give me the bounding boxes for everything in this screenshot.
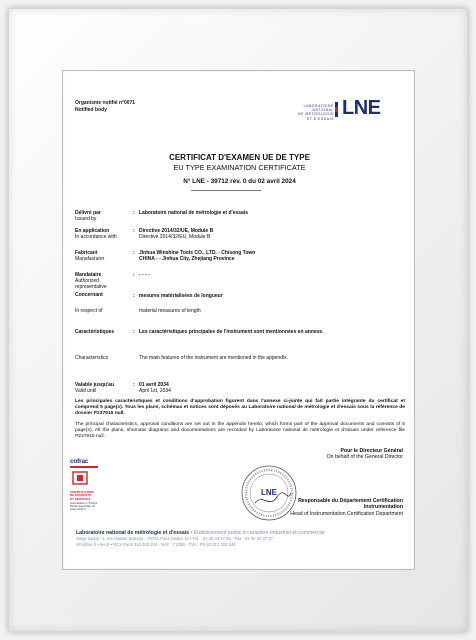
title-en: EU TYPE EXAMINATION CERTIFICATE — [173, 162, 306, 172]
field-value-characteristics-en: The main features of the instrument are mentioned in the appendix. — [139, 355, 288, 361]
field-label-representative: Mandataire Authorized representative — [75, 272, 107, 290]
cofrac-emblem-icon — [70, 470, 90, 486]
lne-tagline-line: DE MÉTROLOGIE — [297, 112, 334, 117]
footer-org-status: • Établissement public à caractère industriel et commercial — [189, 530, 325, 536]
title-divider — [191, 190, 261, 191]
lne-logo-bars-icon — [335, 102, 338, 118]
field-value-manufacturer: Jinhua Winshine Tools CO., LTD. - Chisong Town CHINA - - Jinhua City, Zhejiang Province — [139, 250, 256, 262]
organisme-label: Organisme notifié n°0071 — [75, 100, 136, 106]
field-value-characteristics-fr: Les caractéristiques principales de l'instrument sont mentionnées en annexe. — [139, 329, 324, 335]
field-value-concerning: mesures matérialisées de longueur — [139, 293, 223, 299]
footer-address: Siège social : 1, rue Gaston Boissier - 75724 Paris Cedex 15 • Tél. : 01 40 43 37 00 - Fax : 01 40 43 37 37 — [76, 536, 273, 542]
signature-for: Pour le Directeur Général On behalf of the General Director — [326, 448, 403, 461]
lne-tagline-line: ET D'ESSAIS — [306, 116, 334, 121]
title-fr: CERTIFICAT D'EXAMEN UE DE TYPE — [169, 153, 310, 162]
field-label-characteristics-en: Characteristics — [75, 355, 109, 361]
certificate-page: Organisme notifié n°0071 Notified body LABORATOIRE NATIONAL DE MÉTROLOGIE ET D'ESSAIS LNE CERTIFICAT D'EXAMEN UE DE TYPE EU TYPE EXAMINATION CERTIFICATE N° LNE - 39712 rév. 0 du 02 avril 2024 Délivré par Issued by : Laboratoire national de métrologie et d'essais En application In accordance with : Directive 2014/32/UE, Module B Directive 2014/32/EU, Module B Fabricant Manufacturer : Jinhua Winshine Tools CO., LTD. - Chisong Town CHINA - - Jinhua City, Zhejiang Province Mandataire Authorized representative : - - - - Concernant : mesures matérialisées de longueur In respect of material measures of length Caractéristiques : Les caractéristiques principales de l'instrument sont mentionnées en annexe. Characteristics The main features of the instrument are mentioned in the appendix. Valable jusqu'au Valid until : 01 avril 2034 April 1st, 2034 Les principales caractéristiques et conditions d'approbation figurent dans l'annexe ci-jointe qui fait partie intégrante du certificat et comprend 5 page(s). Tous les plans, schémas et notices sont déposés au Laboratoire national de métrologie et d'essais sous la référence de dossier P237915 null. The principal characteristics, approval conditions are set out in the appendix hereto, which forms part of the approval documents and consists of 5 page(s). All the plans, shematic diagrams and documentations are recorded by Laboratoire national de métrologie et d'essais under reference file P237915 null. Pour le Directeur Général On behalf of the General Director LNE Responsable du Département Certification Instrumentation Head of Instrumentation Certification Department cofrac CERTIFICATION DE PRODUITS ET SERVICES Accréditation n°5-0012 Portée disponible sur www.cofrac.fr Laboratoire national de métrologie et d'essais • Établissement public à caractère industriel et commercial Siège social : 1, rue Gaston Boissier - 75724 Paris Cedex 15 • Tél. : 01 40 43 37 00 - Fax : 01 40 43 37 37 info@lne.fr • lne.fr • RCS Paris 313 320 244 - NAF : 7120B - TVA : FR 92 313 320 244 — [62, 70, 415, 570]
stamp-label: LNE — [261, 488, 277, 497]
paragraph-fr: Les principales caractéristiques et conditions d'approbation figurent dans l'annexe ci-jointe qui fait partie intégrante du certificat et comprend 5 page(s). Tous les plans, schémas et notices sont déposés au Laboratoire national de métrologie et d'essais sous la référence de dossier P237915 null. — [75, 399, 405, 416]
lne-tagline-line: LABORATOIRE — [303, 104, 334, 108]
cofrac-logo: cofrac CERTIFICATION DE PRODUITS ET SERVICES Accréditation n°5-0012 Portée disponible sur www.cofrac.fr — [70, 458, 98, 512]
title-block — [63, 153, 415, 187]
lne-tagline — [288, 104, 334, 121]
footer-registration: info@lne.fr • lne.fr • RCS Paris 313 320 244 - NAF : 7120B - TVA : FR 92 313 320 244 — [76, 541, 236, 547]
lne-tagline-line: NATIONAL — [312, 108, 334, 113]
field-label-valid-until: Valable jusqu'au Valid until — [75, 382, 114, 394]
footer — [76, 530, 406, 547]
lne-logo: LNE — [342, 97, 381, 119]
field-label-directive: En application In accordance with — [75, 228, 117, 240]
notified-body-block — [75, 100, 135, 113]
field-label-in-respect-of: In respect of — [75, 308, 103, 314]
field-value-in-respect-of: material measures of length — [139, 308, 201, 314]
field-label-characteristics-fr: Caractéristiques — [75, 329, 115, 335]
field-label-issued: Délivré par Issued by — [75, 210, 101, 222]
notified-body-label: Notified body — [75, 106, 107, 113]
signature-title: Responsable du Département Certification Instrumentation Head of Instrumentation Certification Department — [290, 498, 403, 517]
paragraph-en: The principal characteristics, approval conditions are set out in the appendix hereto, which forms part of the approval documents and consists of 5 page(s). All the plans, shematic diagrams and documentations are recorded by Laboratoire national de métrologie et d'essais under reference file P237915 null. — [75, 422, 405, 439]
field-value-valid-until: 01 avril 2034 April 1st, 2034 — [139, 382, 171, 394]
field-label-concerning: Concernant — [75, 292, 103, 298]
certificate-number: N° LNE - 39712 rév. 0 du 02 avril 2024 — [183, 177, 296, 185]
footer-org: Laboratoire national de métrologie et d'essais — [76, 530, 190, 536]
field-value-representative: - - - - — [139, 272, 150, 278]
field-label-manufacturer: Fabricant Manufacturer — [75, 250, 105, 262]
field-value-issued: Laboratoire national de métrologie et d'essais — [139, 210, 248, 216]
field-value-directive: Directive 2014/32/UE, Module B Directive 2014/32/EU, Module B — [139, 228, 214, 240]
